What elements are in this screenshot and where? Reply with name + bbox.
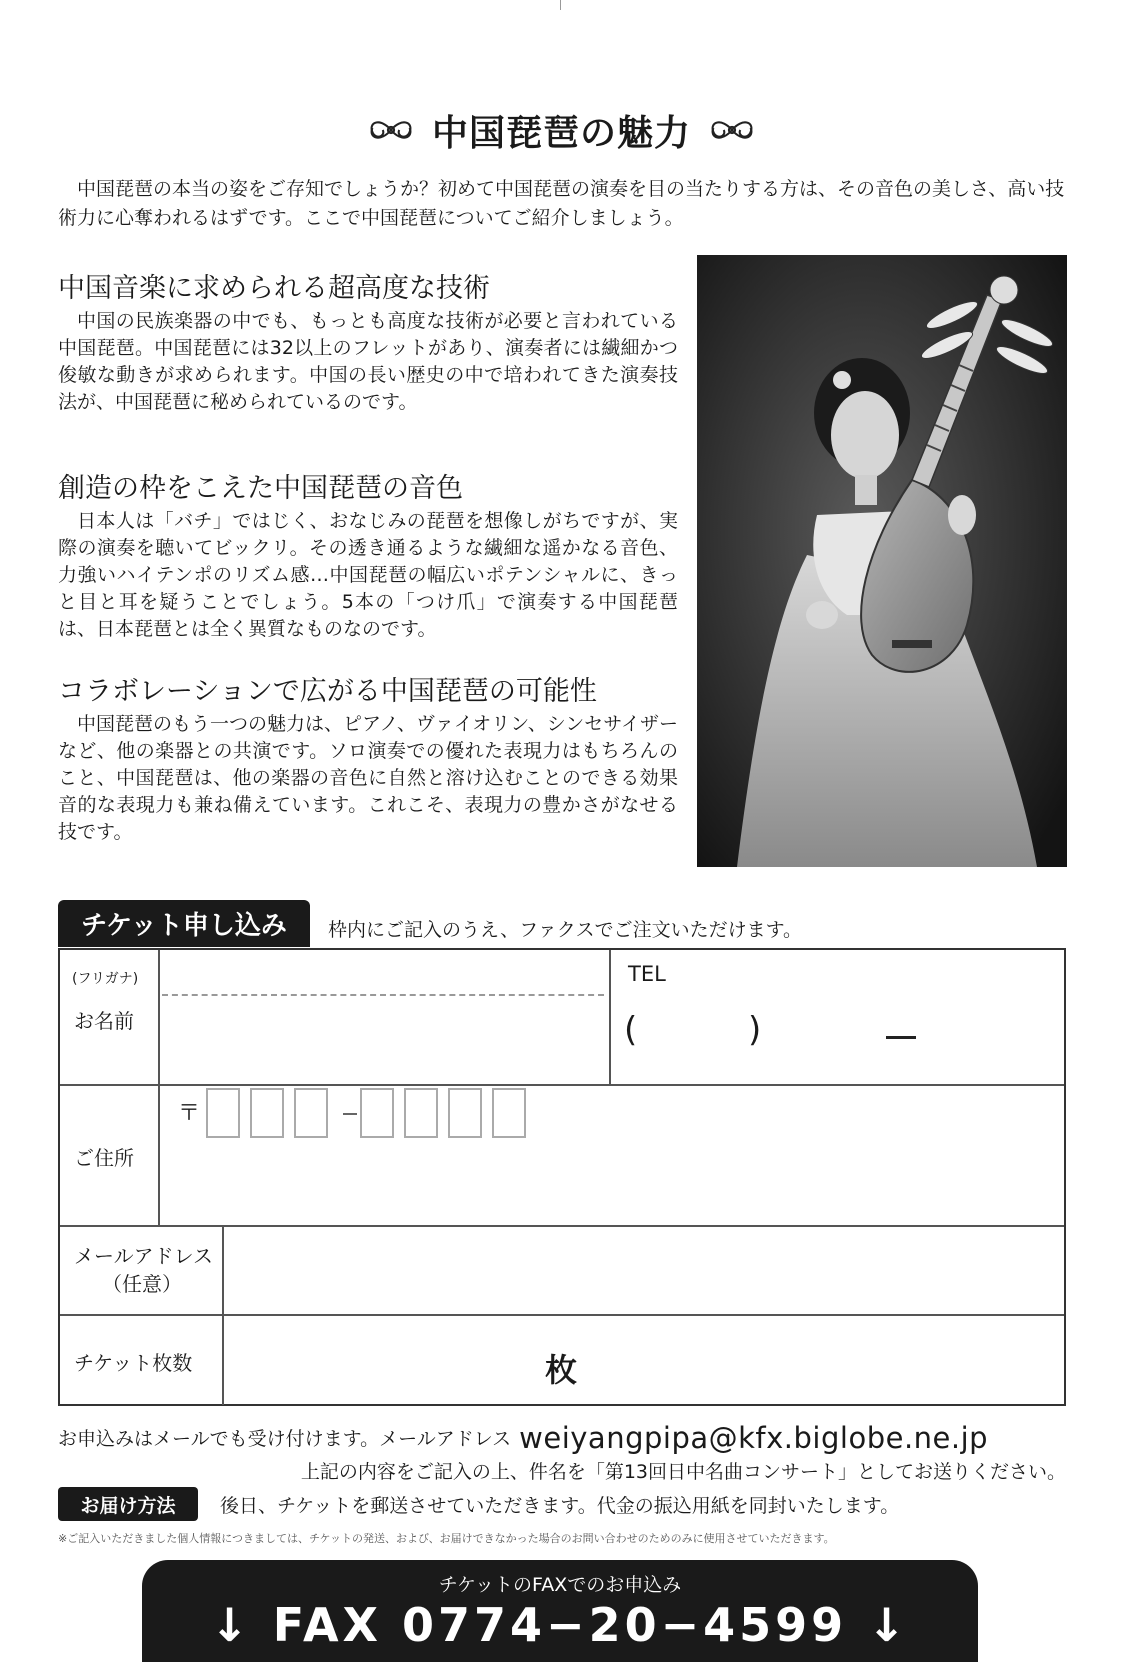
postal-digit-box[interactable] [294, 1088, 328, 1138]
postal-digit-box[interactable] [448, 1088, 482, 1138]
postal-digit-box[interactable] [492, 1088, 526, 1138]
right-ornament-icon [701, 99, 763, 161]
column-divider [158, 950, 160, 1225]
ticket-note: 枠内にご記入のうえ、ファクスでご注文いただけます。 [328, 919, 803, 941]
section-body: 中国琵琶のもう一つの魅力は、ピアノ、ヴァイオリン、シンセサイザーなど、他の楽器との共演です。ソロ演奏での優れた表現力はもちろんのこと、中国琵琶は、他の楽器の音色に自然と溶け込むことのできる効果音的な表現力も兼ね備えています。これこそ、表現力の豊かさがなせる技です。 [58, 713, 678, 843]
ticket-section-tab: チケット申し込み [58, 900, 310, 947]
fax-caption: チケットのFAXでのお申込み [438, 1574, 682, 1596]
email-label: メールアドレス [74, 1244, 213, 1268]
ticket-order-form [58, 948, 1066, 1406]
section-body: 中国の民族楽器の中でも、もっとも高度な技術が必要と言われている中国琵琶。中国琵琶には32以上のフレットがあり、演奏者には繊細かつ俊敏な動きが求められます。中国の長い歴史の中で培われてきた演奏技法が、中国琵琶に秘められているのです。 [58, 310, 678, 413]
ticket-count-field[interactable] [226, 1317, 526, 1403]
name-field[interactable] [162, 952, 607, 1082]
column-divider [222, 1225, 224, 1405]
fax-banner [142, 1560, 978, 1662]
postal-digit-box[interactable] [250, 1088, 284, 1138]
email-contact-line [58, 1418, 989, 1455]
furigana-label: (フリガナ) [72, 971, 139, 987]
fax-number: ↓ FAX 0774−20−4599 ↓ [210, 1598, 910, 1652]
section-heading: 創造の枠をこえた中国琵琶の音色 [58, 473, 463, 504]
tel-label: TEL [628, 962, 666, 986]
tel-close-paren: ) [748, 1010, 762, 1050]
section-heading: コラボレーションで広がる中国琵琶の可能性 [58, 676, 597, 707]
section-tone [58, 472, 678, 643]
postal-digit-box[interactable] [206, 1088, 240, 1138]
name-label: お名前 [74, 1009, 134, 1033]
contact-text: お申込みはメールでも受け付けます。メールアドレス [58, 1428, 512, 1450]
crop-mark [560, 0, 561, 10]
ticket-count-unit: 枚 [545, 1351, 578, 1389]
section-heading: 中国音楽に求められる超高度な技術 [58, 273, 490, 304]
page-title: 中国琵琶の魅力 [431, 112, 691, 154]
contact-email-link[interactable]: weiyangpipa@kfx.biglobe.ne.jp [519, 1421, 989, 1455]
intro-paragraph: 中国琵琶の本当の姿をご存知でしょうか？初めて中国琵琶の演奏を目の当たりする方は、その音色の美しさ、高い技術力に心奪われるはずです。ここで中国琵琶についてご紹介しましょう。 [58, 178, 1065, 229]
performer-photo [697, 255, 1067, 867]
email-field[interactable] [226, 1228, 1064, 1312]
tel-field[interactable] [613, 952, 1063, 1082]
section-body: 日本人は「バチ」ではじく、おなじみの琵琶を想像しがちですが、実際の演奏を聴いてビックリ。その透き通るような繊細な遥かなる音色、力強いハイテンポのリズム感…中国琵琶の幅広いポテンシャルに、きっと目と耳を疑うことでしょう。5本の「つけ爪」で演奏する中国琵琶は、日本琵琶とは全く異質なものなのです。 [58, 510, 678, 640]
subject-instruction: 上記の内容をご記入の上、件名を「第13回日中名曲コンサート」としてお送りください。 [300, 1461, 1066, 1483]
section-technique [58, 272, 678, 416]
tel-open-paren: ( [624, 1010, 638, 1050]
postal-mark: 〒 [178, 1101, 201, 1126]
delivery-badge: お届け方法 [58, 1487, 198, 1521]
email-optional-label: （任意） [102, 1272, 182, 1296]
section-collaboration [58, 675, 678, 846]
left-ornament-icon [360, 99, 422, 161]
row-divider [60, 1314, 1064, 1316]
delivery-text: 後日、チケットを郵送させていただきます。代金の振込用紙を同封いたします。 [220, 1495, 900, 1517]
postal-digit-box[interactable] [404, 1088, 438, 1138]
title-block [0, 95, 1123, 165]
address-label: ご住所 [74, 1146, 134, 1170]
postal-hyphen [343, 1113, 357, 1115]
row-divider [60, 1225, 1064, 1227]
privacy-note: ※ご記入いただきました個人情報につきましては、チケットの発送、および、お届けできなかった場合のお問い合わせのためのみに使用させていただきます。 [58, 1532, 835, 1545]
ticket-count-label: チケット枚数 [74, 1351, 193, 1375]
postal-digit-box[interactable] [360, 1088, 394, 1138]
row-divider [60, 1084, 1064, 1086]
column-divider [609, 950, 611, 1084]
